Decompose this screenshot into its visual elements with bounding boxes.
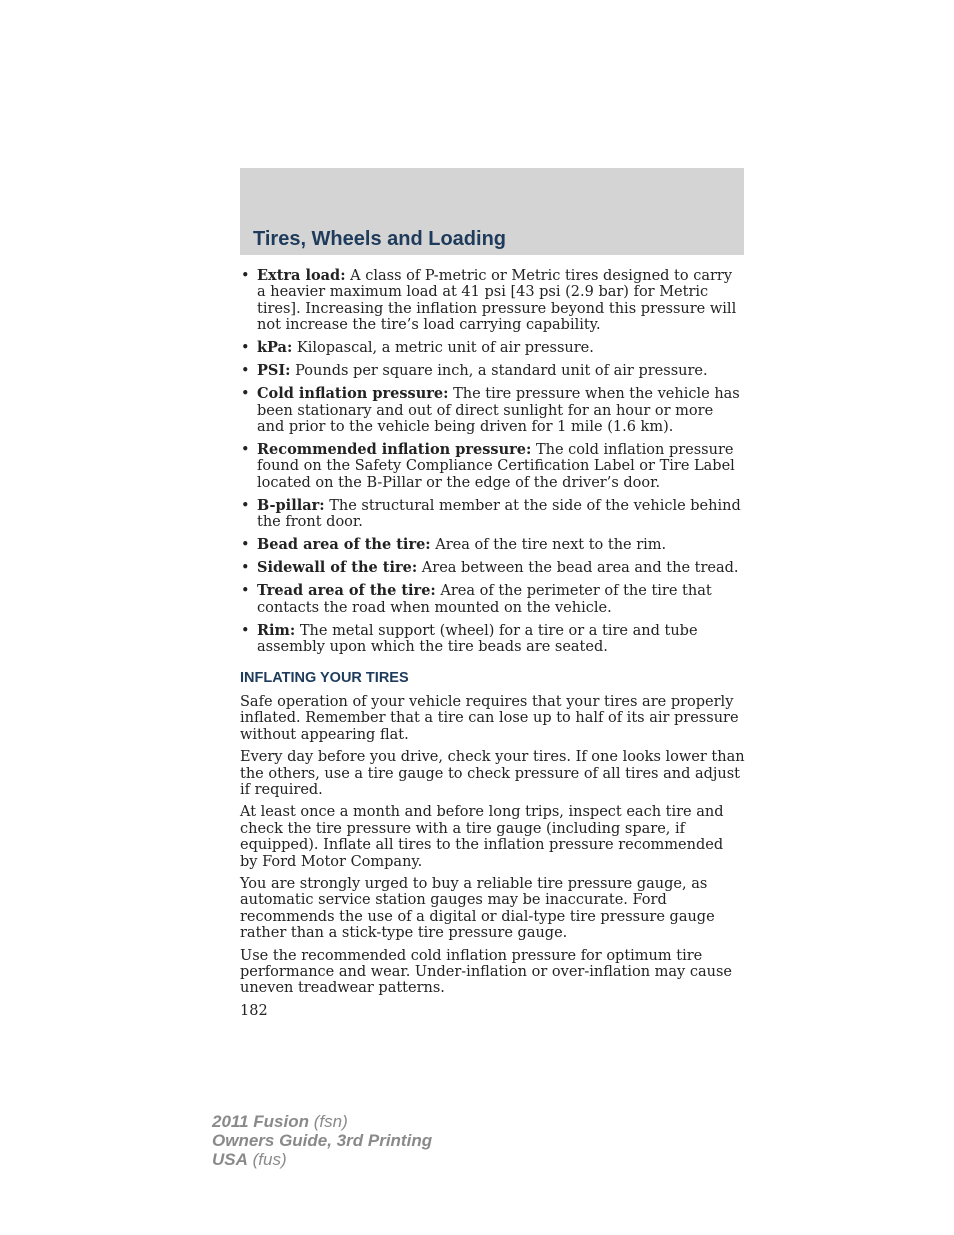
list-item	[240, 386, 745, 435]
definition-term: Bead area of the tire:	[257, 536, 431, 554]
section-title: Tires, Wheels and Loading	[253, 228, 507, 250]
list-item	[240, 623, 745, 656]
body-paragraph: Safe operation of your vehicle requires that your tires are properly inflated. Remember that a tire can lose up to half of its air pressure without appearing flat.	[240, 693, 739, 743]
body-paragraph: At least once a month and before long trips, inspect each tire and check the tire pressure with a tire gauge (including spare, if equipped). Inflate all tires to the inflation pressure recommended by Ford Motor Company.	[240, 804, 724, 870]
list-item	[240, 268, 745, 334]
definition-text: Area between the bead area and the tread.	[421, 560, 739, 577]
footer-model: 2011 Fusion	[212, 1112, 309, 1131]
body-paragraph: You are strongly urged to buy a reliable tire pressure gauge, as automatic service station gauges may be inaccurate. Ford recommends the use of a digital or dial-type tire pressure gauge rather than a stick-type tire pressure gauge.	[240, 875, 715, 942]
definition-term: Sidewall of the tire:	[257, 559, 418, 577]
footer-model-code: (fsn)	[313, 1112, 348, 1131]
section-header-band	[240, 168, 744, 255]
list-item	[240, 583, 745, 616]
definition-text: The structural member at the side of the vehicle behind the front door.	[257, 497, 741, 531]
definition-text: Pounds per square inch, a standard unit of air pressure.	[295, 363, 708, 380]
definition-term: Extra load:	[257, 267, 346, 284]
bullet-icon: •	[241, 363, 250, 380]
definition-text: Kilopascal, a metric unit of air pressure.	[296, 340, 594, 357]
list-item	[240, 498, 745, 531]
subsection-heading: INFLATING YOUR TIRES	[240, 670, 409, 687]
list-item	[240, 560, 745, 576]
bullet-icon: •	[241, 583, 250, 600]
footer-market: USA	[212, 1150, 248, 1169]
list-item	[240, 340, 745, 356]
footer-line-model	[212, 1112, 432, 1131]
definition-term: Rim:	[257, 621, 296, 639]
footer-imprint	[212, 1112, 432, 1169]
bullet-icon: •	[241, 537, 250, 554]
definition-list	[240, 268, 745, 655]
definition-term: B-pillar:	[257, 496, 325, 514]
definition-term: Recommended inflation pressure:	[257, 441, 532, 459]
footer-line-market	[212, 1150, 432, 1169]
bullet-icon: •	[241, 268, 250, 284]
body-paragraph: Use the recommended cold inflation pressure for optimum tire performance and wear. Under-inflation or over-inflation may cause uneven treadwear patterns.	[240, 947, 732, 997]
bullet-icon: •	[241, 386, 250, 403]
definition-text: A class of P-metric or Metric tires designed to carry a heavier maximum load at 41 psi [43 psi (2.9 bar) for Metric tires]. Increasing the inflation pressure beyond this pressure will not increase the tire’s load carrying capability.	[257, 268, 737, 334]
definition-text: The metal support (wheel) for a tire or a tire and tube assembly upon which the tire beads are seated.	[257, 622, 698, 656]
list-item	[240, 363, 745, 379]
definition-term: Tread area of the tire:	[257, 582, 436, 600]
list-item	[240, 442, 745, 491]
definition-text: Area of the perimeter of the tire that contacts the road when mounted on the vehicle.	[257, 583, 712, 616]
body-paragraph: Every day before you drive, check your tires. If one looks lower than the others, use a tire gauge to check pressure of all tires and adjust if required.	[240, 749, 745, 798]
page-number: 182	[240, 1002, 268, 1019]
bullet-icon: •	[241, 340, 250, 357]
footer-line-edition: Owners Guide, 3rd Printing	[212, 1131, 433, 1150]
definition-term: Cold inflation pressure:	[257, 385, 449, 403]
bullet-icon: •	[241, 622, 250, 639]
bullet-icon: •	[241, 497, 250, 514]
page-content	[240, 268, 745, 1019]
bullet-icon: •	[241, 560, 250, 577]
definition-term: kPa:	[257, 339, 293, 357]
footer-market-code: (fus)	[252, 1150, 287, 1169]
bullet-icon: •	[241, 442, 250, 459]
list-item	[240, 537, 745, 553]
definition-term: PSI:	[257, 362, 291, 380]
definition-text: The tire pressure when the vehicle has been stationary and out of direct sunlight for an hour or more and prior to the vehicle being driven for 1 mile (1.6 km).	[257, 386, 740, 436]
definition-text: Area of the tire next to the rim.	[435, 537, 667, 554]
definition-text: The cold inflation pressure found on the Safety Compliance Certification Label or Tire Label located on the B-Pillar or the edge of the driver’s door.	[257, 442, 735, 491]
